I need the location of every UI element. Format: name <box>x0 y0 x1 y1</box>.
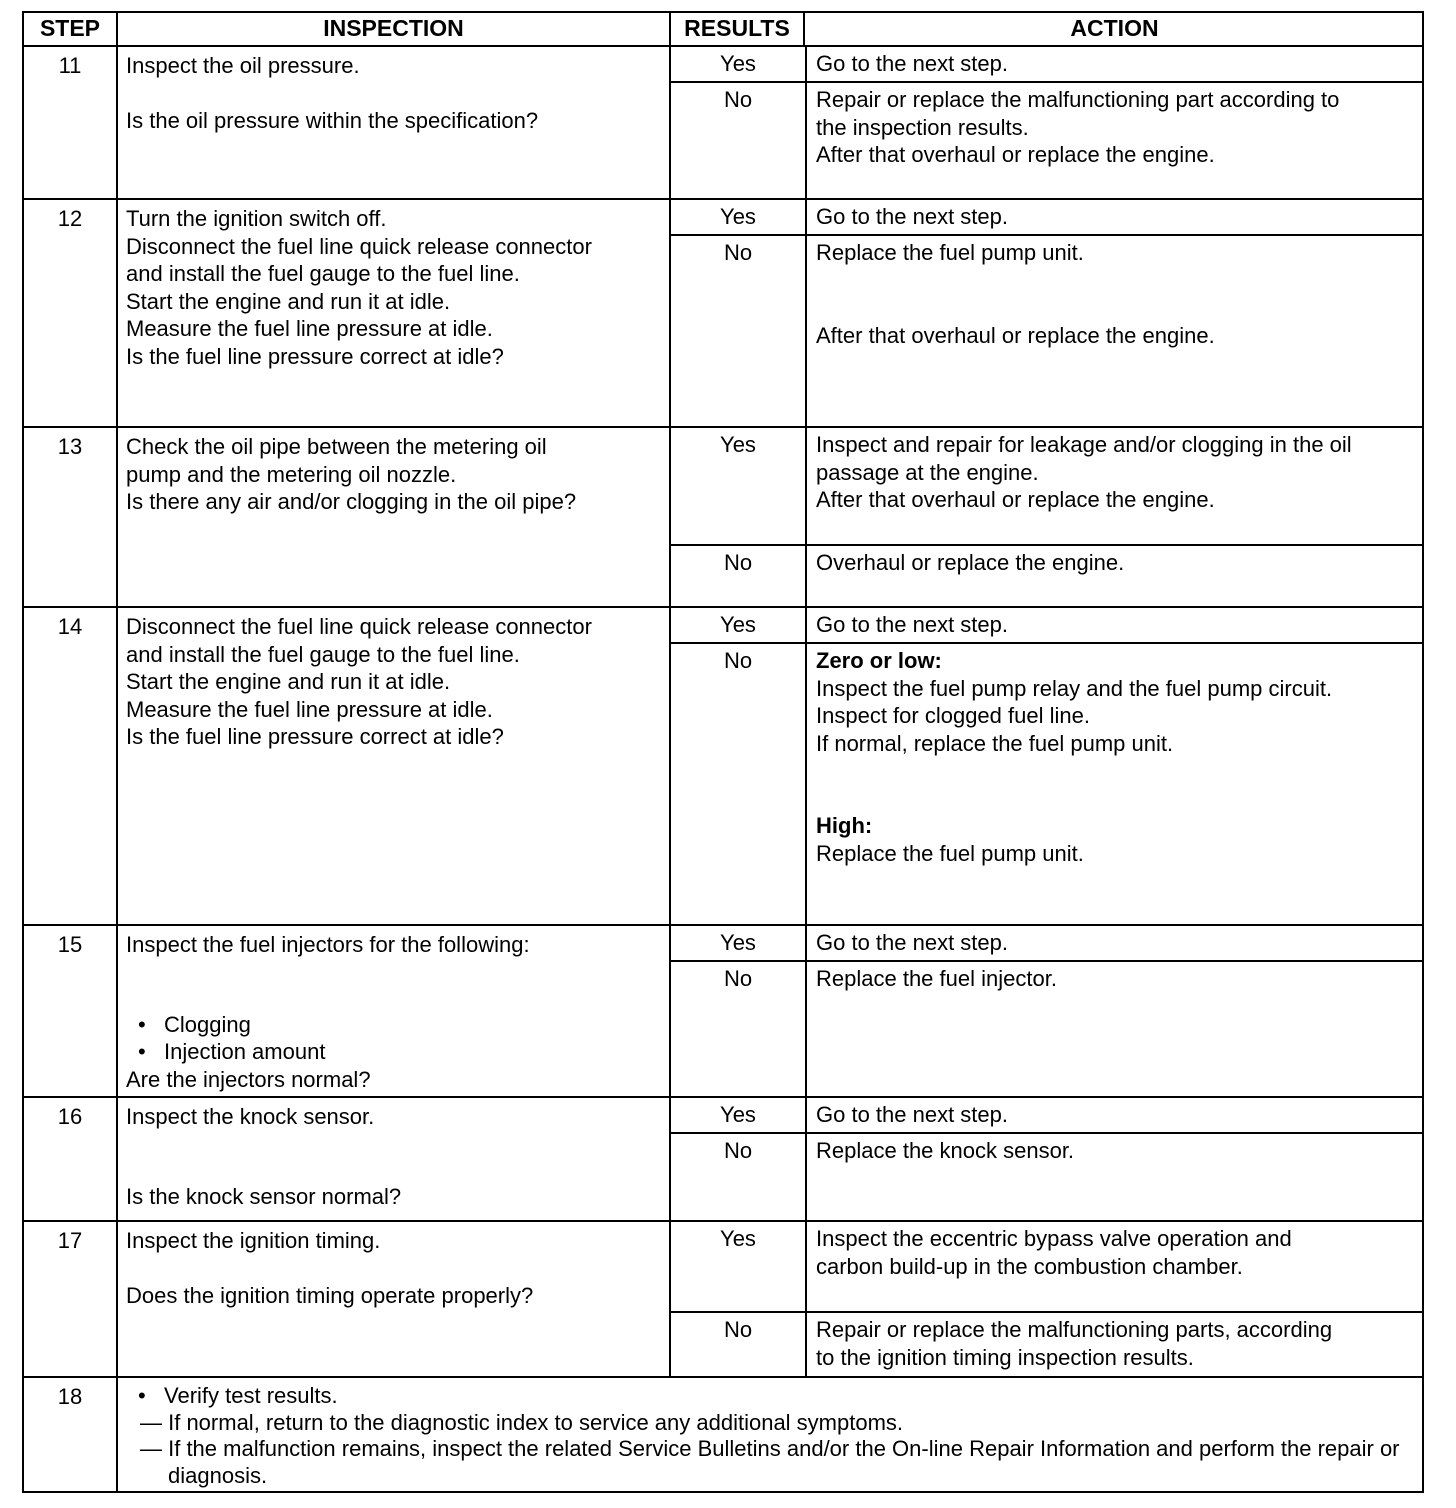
result-yes: Yes <box>720 1226 756 1251</box>
step-number: 11 <box>58 53 82 78</box>
inspection-cell <box>116 200 669 426</box>
action-line: After that overhaul or replace the engine. <box>816 487 1215 512</box>
action-yes <box>805 47 1426 81</box>
results-actions <box>669 200 1424 426</box>
yes-branch <box>671 926 1424 962</box>
no-branch <box>671 1313 1424 1376</box>
results-actions <box>669 926 1424 1096</box>
yes-branch <box>671 200 1424 236</box>
result-no: No <box>723 1317 753 1342</box>
result-no: No <box>723 550 753 575</box>
result-yes: Yes <box>720 612 756 637</box>
table-row-12 <box>24 200 1422 428</box>
table-row-16 <box>24 1098 1422 1222</box>
action-yes <box>805 200 1426 234</box>
action-line: passage at the engine. <box>816 459 1039 485</box>
step-number: 14 <box>57 614 83 639</box>
action-line: Replace the fuel injector. <box>816 966 1057 991</box>
action-line <box>816 267 1418 295</box>
action-line: Replace the fuel pump unit. <box>816 240 1084 265</box>
no-branch <box>671 83 1424 198</box>
no-branch <box>671 644 1424 924</box>
step-number: 13 <box>57 434 83 459</box>
result-yes: Yes <box>720 1102 756 1127</box>
action-line: Inspect for clogged fuel line. <box>816 703 1090 728</box>
inspection-line: Measure the fuel line pressure at idle. <box>126 696 493 722</box>
spacer <box>126 959 661 1011</box>
action-line <box>816 294 1418 322</box>
action-yes <box>805 1222 1426 1311</box>
inspection-line: Inspect the oil pressure. <box>126 53 360 78</box>
step-number: 15 <box>57 932 83 957</box>
yes-branch <box>671 1098 1424 1134</box>
high-heading: High: <box>816 813 873 838</box>
action-line: Inspect the eccentric bypass valve operation and <box>816 1226 1292 1251</box>
action-line: the inspection results. <box>816 114 1029 140</box>
action-no <box>805 546 1426 606</box>
inspection-cell <box>116 926 669 1096</box>
table-row-15 <box>24 926 1422 1098</box>
step-number: 12 <box>57 206 83 231</box>
step-number: 18 <box>57 1384 83 1409</box>
results-actions <box>669 608 1424 924</box>
action-no <box>805 644 1426 924</box>
inspection-line: Is there any air and/or clogging in the oil pipe? <box>126 489 577 514</box>
result-no: No <box>723 240 753 265</box>
yes-branch <box>671 1222 1424 1313</box>
action-line: Inspect the fuel pump relay and the fuel pump circuit. <box>816 675 1333 701</box>
no-branch <box>671 546 1424 606</box>
results-actions <box>669 428 1424 606</box>
inspection-line: Check the oil pipe between the metering oil <box>126 434 547 459</box>
header-step: STEP <box>39 15 101 41</box>
action-yes <box>805 1098 1426 1132</box>
step-number: 16 <box>57 1104 83 1129</box>
inspection-cell <box>116 1098 669 1220</box>
yes-branch <box>671 47 1424 83</box>
inspection-line: Is the oil pressure within the specification? <box>126 107 539 133</box>
result-yes: Yes <box>720 204 756 229</box>
step-number: 17 <box>57 1228 83 1253</box>
bullet-item: • Injection amount <box>126 1038 661 1066</box>
action-line: After that overhaul or replace the engine. <box>816 142 1215 167</box>
inspection-line <box>126 1157 661 1183</box>
inspection-line: Is the knock sensor normal? <box>126 1183 402 1209</box>
table-row-13 <box>24 428 1422 608</box>
action-line: carbon build-up in the combustion chamber. <box>816 1253 1243 1279</box>
inspection-line: Inspect the fuel injectors for the following: <box>126 932 530 957</box>
action-yes <box>805 926 1426 960</box>
yes-branch <box>671 428 1424 546</box>
result-no: No <box>723 87 753 112</box>
action-line: Overhaul or replace the engine. <box>816 550 1125 575</box>
inspection-line: Disconnect the fuel line quick release connector <box>126 614 592 639</box>
action-yes <box>805 428 1426 544</box>
action-line: Repair or replace the malfunctioning part according to <box>816 87 1340 112</box>
inspection-line: pump and the metering oil nozzle. <box>126 461 457 487</box>
table-row-18 <box>24 1378 1422 1493</box>
result-yes: Yes <box>720 930 756 955</box>
header-inspection: INSPECTION <box>116 13 669 45</box>
action-line: After that overhaul or replace the engine. <box>816 322 1215 348</box>
inspection-cell <box>116 428 669 606</box>
inspection-line: Measure the fuel line pressure at idle. <box>126 316 493 341</box>
action-no <box>805 83 1426 198</box>
result-no: No <box>723 648 753 673</box>
yes-branch <box>671 608 1424 644</box>
inspection-line: and install the fuel gauge to the fuel line. <box>126 641 520 667</box>
bullet-item: • Clogging <box>126 1011 661 1039</box>
result-no: No <box>723 966 753 991</box>
inspection-line: Inspect the ignition timing. <box>126 1228 381 1253</box>
header-results: RESULTS <box>669 13 803 45</box>
zero-or-low-heading: Zero or low: <box>816 648 942 673</box>
table-row-14 <box>24 608 1422 926</box>
inspection-line: Is the fuel line pressure correct at idle? <box>126 724 504 749</box>
table-row-11 <box>24 47 1422 200</box>
inspection-line: Start the engine and run it at idle. <box>126 288 451 314</box>
inspection-line <box>126 1255 661 1282</box>
result-yes: Yes <box>720 432 756 457</box>
inspection-line: Start the engine and run it at idle. <box>126 669 451 694</box>
result-no: No <box>723 1138 753 1163</box>
inspection-line <box>126 80 661 107</box>
results-actions <box>669 47 1424 198</box>
diagnostic-table <box>22 11 1424 1493</box>
action-line: If normal, replace the fuel pump unit. <box>816 730 1174 756</box>
inspection-line: Is the fuel line pressure correct at idle? <box>126 343 504 369</box>
inspection-cell <box>116 608 669 924</box>
table-row-17 <box>24 1222 1422 1378</box>
inspection-line <box>126 1131 661 1157</box>
inspection-line: Turn the ignition switch off. <box>126 206 387 231</box>
result-yes: Yes <box>720 51 756 76</box>
action-line: Go to the next step. <box>816 612 1009 637</box>
action-no <box>805 962 1426 1096</box>
inspection-line: Does the ignition timing operate properly? <box>126 1282 534 1308</box>
action-line: Go to the next step. <box>816 930 1009 955</box>
action-yes <box>805 608 1426 642</box>
action-line: Inspect and repair for leakage and/or clogging in the oil <box>816 432 1352 457</box>
action-line: Go to the next step. <box>816 51 1009 76</box>
action-line: Replace the fuel pump unit. <box>816 840 1084 866</box>
bullet-item: • Verify test results. <box>126 1383 1416 1410</box>
action-line: Go to the next step. <box>816 204 1009 229</box>
action-line: Replace the knock sensor. <box>816 1138 1075 1163</box>
results-actions <box>669 1222 1424 1376</box>
action-line: Go to the next step. <box>816 1102 1009 1127</box>
inspection-cell <box>116 1378 1424 1493</box>
inspection-line: Inspect the knock sensor. <box>126 1104 375 1129</box>
results-actions <box>669 1098 1424 1220</box>
header-action: ACTION <box>803 13 1424 45</box>
no-branch <box>671 962 1424 1096</box>
action-line: Repair or replace the malfunctioning parts, according <box>816 1317 1333 1342</box>
no-branch <box>671 1134 1424 1220</box>
inspection-line: and install the fuel gauge to the fuel line. <box>126 261 520 286</box>
table-header <box>24 13 1422 47</box>
dash-item: — If normal, return to the diagnostic index to service any additional symptoms. <box>140 1409 904 1435</box>
inspection-cell <box>116 1222 669 1376</box>
dash-item: — If the malfunction remains, inspect the related Service Bulletins and/or the On-line Repair Information and perform the repair or diagnosis. <box>140 1436 1400 1488</box>
action-no <box>805 236 1426 426</box>
action-no <box>805 1313 1426 1376</box>
spacer <box>816 757 1418 812</box>
inspection-cell <box>116 47 669 198</box>
inspection-line: Disconnect the fuel line quick release connector <box>126 233 592 259</box>
no-branch <box>671 236 1424 426</box>
action-line: to the ignition timing inspection results. <box>816 1344 1194 1370</box>
action-no <box>805 1134 1426 1220</box>
inspection-line: Are the injectors normal? <box>126 1066 371 1092</box>
